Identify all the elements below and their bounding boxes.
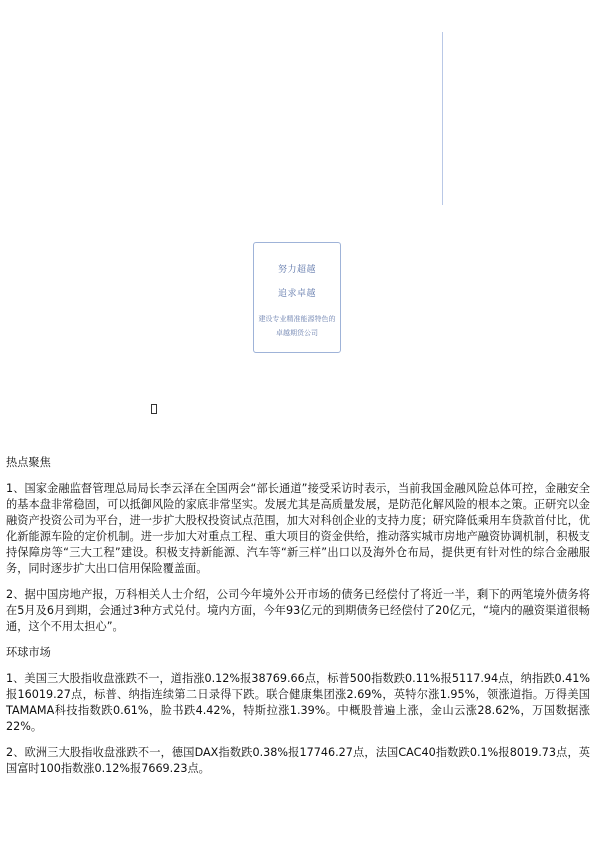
global-item-2: 2、欧洲三大股指收盘涨跌不一，德国DAX指数跌0.38%报17746.27点，法国CAC40指数跌0.1%报8019.73点，英国富时100指数涨0.12%报7669.23点。	[6, 746, 590, 775]
hot-item-1: 1、国家金融监督管理总局局长李云泽在全国两会“部长通道”接受采访时表示，当前我国金融风险总体可控，金融安全的基本盘非常稳固，可以抵御风险的家底非常坚实。发展尤其是高质量发展，是防范化解风险的根本之策。正研究以金融资产投资公司为平台，进一步扩大股权投资试点范围，加大对科创企业的支持力度；研究降低乘用车贷款首付比，优化新能源车险的定价机制。进一步加大对重点工程、重大项目的资金供给，推动落实城市房地产融资协调机制，积极支持保障房等“三大工程”建设。积极支持新能源、汽车等“新三样”出口以及海外仓布局，提供更有针对性的综合金融服务，同时逐步扩大出口信用保险覆盖面。	[6, 482, 590, 575]
report-content	[6, 455, 590, 787]
hot-item-2: 2、据中国房地产报，万科相关人士介绍，公司今年境外公开市场的债务已经偿付了将近一半，剩下的两笔境外债务将在5月及6月到期，会通过3种方式兑付。境内方面，今年93亿元的到期债务已经偿付了20亿元，“境内的融资渠道很畅通，这个不用太担心”。	[6, 588, 590, 633]
missing-glyph-icon	[151, 404, 157, 414]
slogan-line-3: 建设专业精准能源特色的卓越期货公司	[258, 315, 336, 337]
slogan-line-1: 努力超越	[277, 265, 316, 275]
slogan-badge	[253, 242, 341, 353]
slogan-line-2: 追求卓越	[277, 289, 316, 299]
vertical-divider	[442, 32, 443, 205]
section-title-hot: 热点聚焦	[6, 456, 51, 469]
section-title-global: 环球市场	[6, 646, 51, 659]
global-item-1: 1、美国三大股指收盘涨跌不一，道指涨0.12%报38769.66点，标普500指数跌0.11%报5117.94点，纳指跌0.41%报16019.27点，标普、纳指连续第二日录得下跌。联合健康集团涨2.69%，英特尔涨1.95%，领涨道指。万得美国TAMAMA科技指数跌0.61%，脸书跌4.42%，特斯拉涨1.39%。中概股普遍上涨，金山云涨28.62%，万国数据涨22%。	[6, 672, 590, 733]
